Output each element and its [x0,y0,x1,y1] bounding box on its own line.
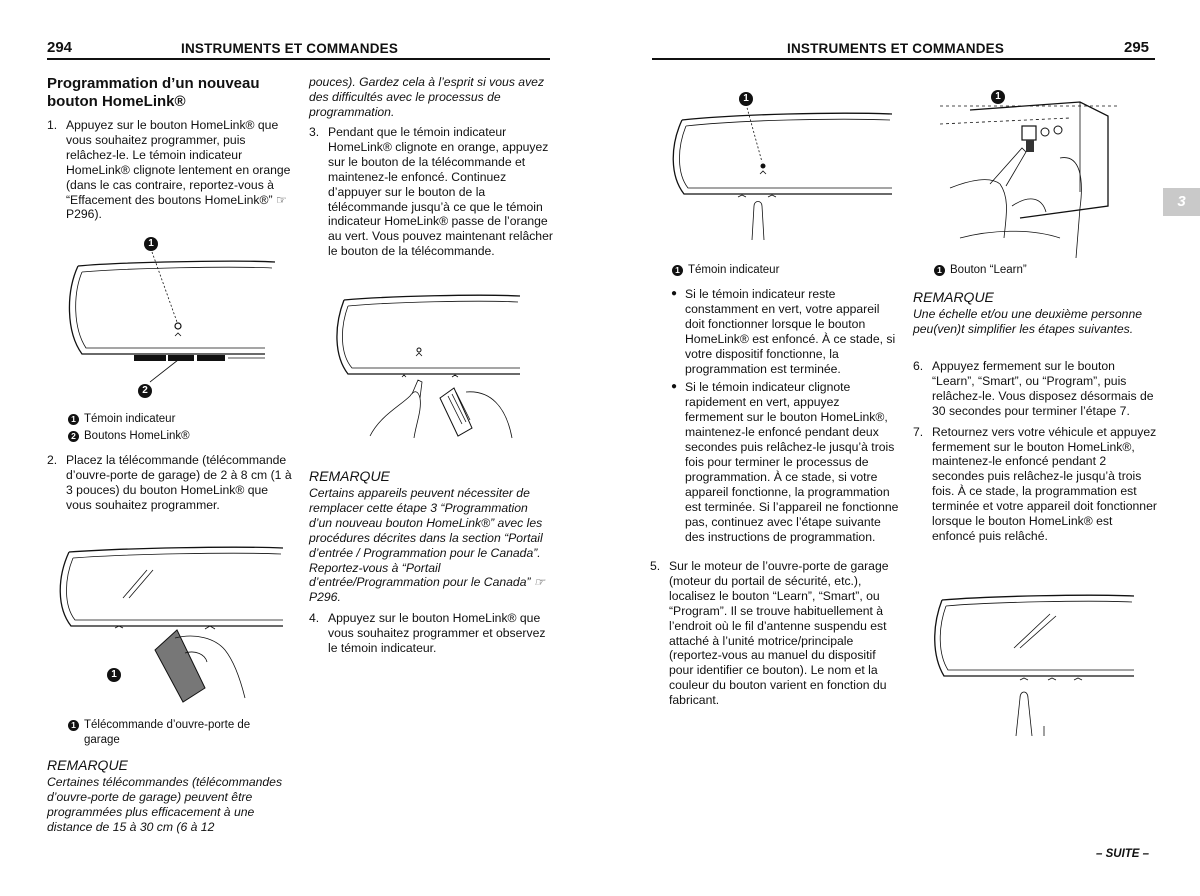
bullet-1: ● Si le témoin indicateur reste constamment en vert, votre appareil doit fonctionner lorsque le bouton HomeLink® est enfoncé. À ce stade, si votre dispositif fonctionne, la programmation est terminée. [670,287,900,376]
remark-2: REMARQUE Certains appareils peuvent nécessiter de remplacer cette étape 3 “Programmation d’un nouveau bouton HomeLink®” avec les procédures décrites dans la section “Portail d’entrée / Programmation pour le Canada”. Reportez-vous à “Portail d’entrée/Programmation pour le Canada” ☞P296. [309,468,545,605]
chapter-tab: 3 [1163,188,1200,216]
caption-fig1-1: 1 Témoin indicateur [68,412,298,427]
header-rule-right [652,58,1155,60]
remark-1-continued: pouces). Gardez cela à l’esprit si vous avez des difficultés avec le processus de programmation. [309,75,545,119]
remark-1: REMARQUE Certaines télécommandes (télécommandes d’ouvre-porte de garage) peuvent être programmées plus efficacement à une distance de 15 à 30 cm (6 à 12 [47,757,283,834]
steps-list-c [309,125,553,265]
figure-learn-button [930,88,1155,263]
callout-2-fig1: 2 [138,384,152,398]
caption-fig1-2: 2 Boutons HomeLink® [68,429,298,444]
step-5: 5. Sur le moteur de l’ouvre-porte de garage (moteur du portail de sécurité, etc.), localisez le bouton “Learn”, “Smart”, ou “Program”. Il se trouve habituellement à l’endroit où le fil d’antenne suspendu est attaché à l’unité motrice/principale (reportez-vous au manuel du dispositif pour identifier ce bouton). Le nom et la couleur du bouton varient en fonction du fabricant. [650,559,889,708]
steps-list-f [913,359,1158,550]
left-column-1 [47,75,297,228]
page-number-left: 294 [47,39,73,56]
figure-indicator-light [668,90,898,250]
caption-fig-r2: 1 Bouton “Learn” [934,263,1154,278]
caption-fig-r1: 1 Témoin indicateur [672,263,892,278]
remark-3: REMARQUE Une échelle et/ou une deuxième personne peu(ven)t simplifier les étapes suivantes. [913,289,1143,336]
figure-mirror-homelink-buttons [60,232,290,402]
figure-press-remote-and-button [330,286,530,446]
steps-list-a [47,118,297,222]
step-1: 1. Appuyez sur le bouton HomeLink® que vous souhaitez programmer, puis relâchez-le. Le témoin indicateur HomeLink® clignote lentement en orange (dans le cas contraire, reportez-vous à “Effacement des boutons HomeLink®” ☞P296). [47,118,291,222]
callout-1-fig2: 1 [107,668,121,682]
step-3: 3. Pendant que le témoin indicateur HomeLink® clignote en orange, appuyez sur le bouton de la télécommande et maintenez-le enfoncé. Continuez d’appuyer sur le bouton de la télécommande jusqu’à ce que le témoin indicateur HomeLink® passe de l’orange au vert. Vous pouvez maintenant relâcher le bouton de la télécommande. [309,125,553,259]
continued-footer: – SUITE – [1096,848,1150,860]
step-2: 2. Placez la télécommande (télécommande d’ouvre-porte de garage) de 2 à 8 cm (1 à 3 pouces) du bouton HomeLink® que vous souhaitez programmer. [47,453,292,512]
section-title: Programmation d’un nouveau bouton HomeLink® [47,75,260,110]
callout-1-fig-r2: 1 [991,90,1005,104]
callout-1-fig-r1: 1 [739,92,753,106]
page-header-right: INSTRUMENTS ET COMMANDES [787,41,1005,56]
figure-remote-near-mirror [55,538,295,710]
page-number-right: 295 [1124,39,1150,56]
bullet-list [670,287,900,548]
steps-list-d [309,611,553,662]
figure-press-homelink [930,586,1140,746]
steps-list-e [650,559,900,714]
step-4: 4. Appuyez sur le bouton HomeLink® que vous souhaitez programmer et observez le témoin indicateur. [309,611,546,655]
caption-fig2: 1 Télécommande d’ouvre-porte de garage [68,718,282,747]
bullet-2: ● Si le témoin indicateur clignote rapidement en vert, appuyez fermement sur le bouton HomeLink®, maintenez-le enfoncé pendant deux secondes puis relâchez-le jusqu’à trois fois pour terminer le processus de programmation. À ce stade, si votre appareil fonctionne, la programmation est terminée. Si l’appareil ne fonctionne pas, continuez avec l’étape suivante des instructions de programmation. [670,380,900,544]
header-rule-left [47,58,550,60]
step-6: 6. Appuyez fermement sur le bouton “Learn”, “Smart”, ou “Program”, puis relâchez-le. Vous disposez désormais de 30 secondes pour terminer l’étape 7. [913,359,1154,418]
page-header-left: INSTRUMENTS ET COMMANDES [181,41,399,56]
callout-1-fig1: 1 [144,237,158,251]
step-7: 7. Retournez vers votre véhicule et appuyez fermement sur le bouton HomeLink®, maintenez-le enfoncé pendant 2 secondes puis relâchez-le jusqu’à trois fois. À ce stade, la programmation est terminée et votre appareil doit fonctionner lorsque le bouton HomeLink® est enfoncé puis relâché. [913,424,1157,543]
steps-list-b [47,453,297,519]
